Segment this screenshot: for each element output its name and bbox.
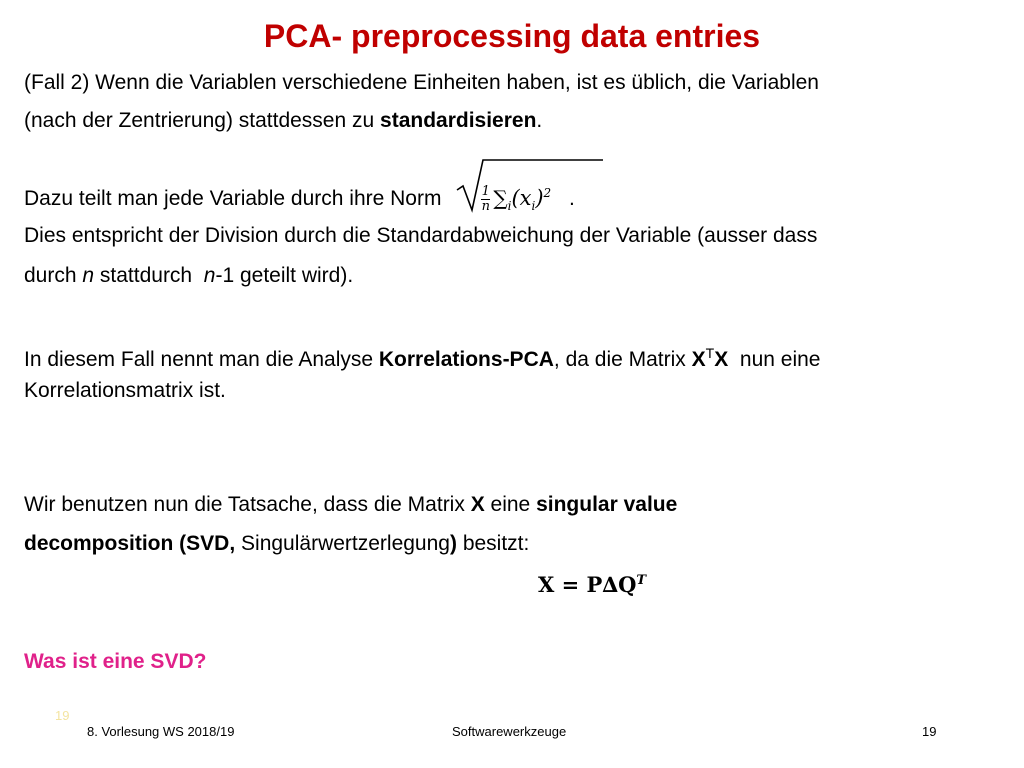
paragraph-line [24, 492, 677, 518]
text-span: -1 geteilt wird). [215, 264, 354, 287]
paragraph-line [24, 108, 542, 134]
bold-term: decomposition (SVD, [24, 532, 242, 555]
fraction-numerator: 1 [481, 183, 490, 199]
slide-title: PCA- preprocessing data entries [263, 18, 761, 54]
svd-formula-exponent: T [636, 573, 647, 588]
transpose-superscript: T [705, 345, 715, 361]
paragraph-line: Korrelationsmatrix ist. [24, 379, 226, 402]
formula-close: ) [535, 186, 544, 210]
radical-sign-icon [455, 158, 605, 214]
footer-subject: Softwarewerkzeuge [452, 724, 567, 739]
paragraph-line: Dies entspricht der Division durch die Standardabweichung der Variable (ausser dass [24, 224, 818, 247]
footer-course: 8. Vorlesung WS 2018/19 [87, 724, 235, 739]
text-span: nun eine [728, 348, 821, 371]
paragraph-line [24, 263, 353, 289]
text-span: In diesem Fall nennt man die Analyse [24, 348, 379, 371]
matrix-x: X [691, 348, 706, 371]
fraction-denominator: n [481, 198, 490, 214]
text-span: . [569, 187, 575, 211]
text-span: stattdurch [94, 264, 204, 287]
bold-term: Korrelations-PCA [378, 348, 554, 371]
paragraph-line-norm [24, 180, 575, 219]
text-span: eine [484, 493, 537, 516]
italic-n: n [203, 264, 216, 287]
bold-term: singular value [536, 493, 678, 516]
matrix-x: X [470, 493, 485, 516]
paragraph-line: (Fall 2) Wenn die Variablen verschiedene Einheiten haben, ist es üblich, die Variablen [24, 71, 819, 94]
text-span: besitzt: [456, 532, 530, 555]
paragraph-line [24, 531, 529, 557]
footer-page-number: 19 [922, 724, 937, 739]
text-span: Dazu teilt man jede Variable durch ihre Norm [24, 187, 442, 211]
text-span: , da die Matrix [553, 348, 692, 371]
ghost-page-number: 19 [55, 708, 70, 723]
bold-term: standardisieren [380, 109, 537, 132]
text-span: Wir benutzen nun die Tatsache, dass die Matrix [24, 493, 471, 516]
sum-symbol: ∑ [493, 186, 508, 210]
norm-formula [455, 180, 555, 219]
text-span: (nach der Zentrierung) stattdessen zu [24, 109, 381, 132]
svd-formula [538, 568, 646, 598]
paragraph-line [24, 340, 820, 373]
text-span: durch [24, 264, 83, 287]
text-span: Singulärwertzerlegung [241, 532, 450, 555]
svd-formula-main: X = P∆Q [538, 572, 637, 597]
question-text: Was ist eine SVD? [24, 650, 207, 673]
formula-body: (x [511, 186, 532, 210]
text-span: . [536, 109, 543, 132]
sum-index: i [507, 199, 512, 214]
formula-subscript: i [531, 199, 536, 214]
italic-n: n [82, 264, 95, 287]
formula-exponent: 2 [543, 186, 552, 200]
matrix-x: X [714, 348, 729, 371]
bold-term: ) [449, 532, 457, 555]
